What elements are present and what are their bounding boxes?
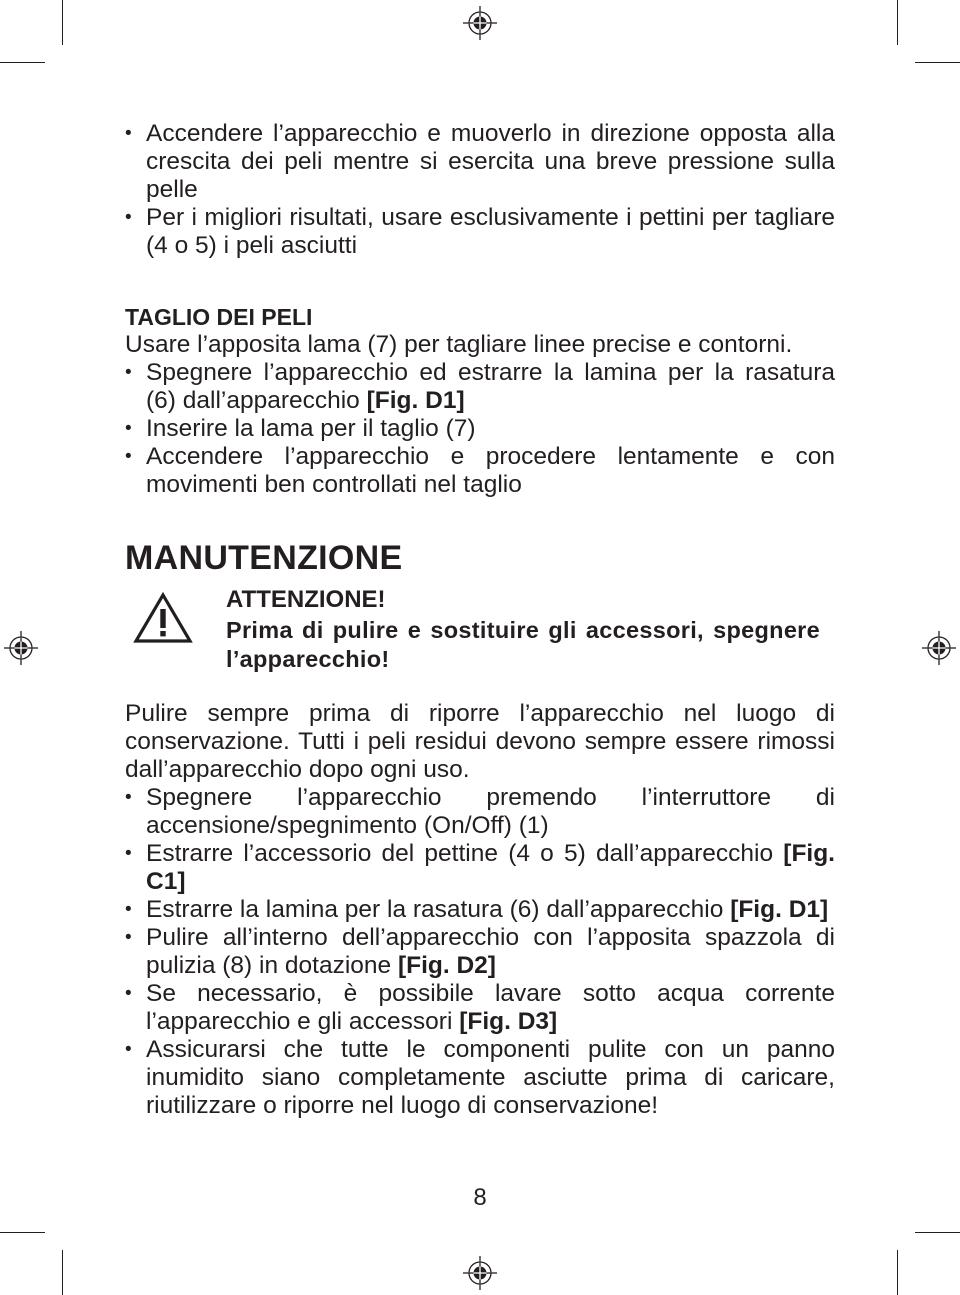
page-content [125, 120, 835, 1120]
list-item-text: Pulire all’interno dell’apparecchio con l’apposita spazzola di pulizia (8) in dotazione [146, 924, 835, 979]
list-item-text: Spegnere l’apparecchio premendo l’interruttore di accensione/spegnimento (On/Off) (1) [146, 784, 835, 839]
warning-box [125, 584, 835, 686]
list-item [125, 896, 835, 924]
warning-text-block [226, 584, 820, 674]
registration-mark-icon [4, 631, 38, 665]
list-item-text: Se necessario, è possibile lavare sotto acqua corrente l’apparecchio e gli accessori [146, 980, 835, 1035]
crop-mark [915, 1232, 960, 1233]
figure-reference: [Fig. D2] [397, 952, 496, 979]
list-item-text: Spegnere l’apparecchio ed estrarre la lamina per la rasatura (6) dall’apparecchio [146, 359, 835, 414]
taglio-intro: Usare l’apposita lama (7) per tagliare linee precise e contorni. [125, 331, 793, 358]
taglio-bullet-list [125, 359, 835, 499]
list-item [125, 415, 835, 443]
figure-reference: [Fig. C1] [146, 840, 835, 895]
warning-message: Prima di pulire e sostituire gli accessori, spegnere l’apparecchio! [226, 617, 820, 672]
list-item: • Per i migliori risultati, usare esclusivamente i pettini per tagliare (4 o 5) i peli asciutti [125, 204, 835, 260]
crop-mark [897, 1250, 898, 1295]
page-number: 8 [473, 1184, 487, 1211]
list-item [125, 924, 835, 980]
list-item [125, 840, 835, 896]
section-title-taglio: TAGLIO DEI PELI [125, 304, 313, 330]
crop-mark [62, 0, 63, 45]
figure-reference: [Fig. D1] [366, 387, 465, 414]
list-item-text: Estrarre la lamina per la rasatura (6) dall’apparecchio [146, 896, 731, 923]
crop-mark [62, 1250, 63, 1295]
crop-mark [0, 62, 45, 63]
manutenzione-bullet-list [125, 784, 835, 1120]
registration-mark-icon [463, 1256, 497, 1290]
list-item-text: Estrarre l’accessorio del pettine (4 o 5) dall’apparecchio [146, 840, 784, 867]
crop-mark [0, 1232, 45, 1233]
list-item-text: Accendere l’apparecchio e procedere lentamente e con movimenti ben controllati nel taglio [146, 443, 835, 498]
manutenzione-intro: Pulire sempre prima di riporre l’apparecchio nel luogo di conservazione. Tutti i peli residui devono sempre essere rimossi dall’apparecchio dopo ogni uso. [125, 700, 835, 783]
registration-mark-icon [922, 631, 956, 665]
list-item: • Accendere l’apparecchio e muoverlo in direzione opposta alla crescita dei peli mentre si esercita una breve pressione sulla pelle [125, 120, 835, 204]
section-title-manutenzione: MANUTENZIONE [125, 539, 403, 577]
list-item-text: Inserire la lama per il taglio (7) [146, 415, 476, 442]
warning-title: ATTENZIONE! [226, 586, 386, 613]
list-item [125, 359, 835, 415]
crop-mark [915, 62, 960, 63]
figure-reference: [Fig. D1] [730, 896, 829, 923]
list-item [125, 1036, 835, 1120]
intro-bullet-list [125, 120, 835, 260]
registration-mark-icon [463, 6, 497, 40]
list-item [125, 980, 835, 1036]
figure-reference: [Fig. D3] [459, 1008, 558, 1035]
list-item [125, 784, 835, 840]
warning-triangle-icon [133, 592, 193, 644]
list-item-text: Assicurarsi che tutte le componenti pulite con un panno inumidito siano completamente asciutte prima di caricare, riutilizzare o riporre nel luogo di conservazione! [146, 1036, 835, 1119]
list-item [125, 443, 835, 499]
crop-mark [897, 0, 898, 45]
